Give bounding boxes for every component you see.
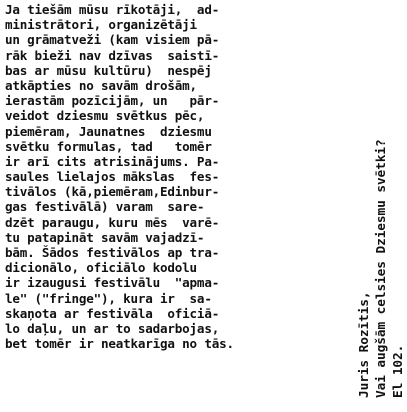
article-line: lo daļu, un ar to sadarbojas, <box>5 320 220 336</box>
article-line: ir izaugusi festivālu "apma- <box>5 275 220 291</box>
article-line: ministrātori, organizētāji <box>5 17 197 33</box>
article-line: svētku formulas, tad tomēr <box>5 138 212 154</box>
article-line: bām. Šādos festivālos ap tra- <box>5 245 220 260</box>
article-line: veidot dziesmu svētkus pēc, <box>5 108 205 124</box>
article-line: atkāpties no savām drošām, <box>5 77 197 93</box>
article-line: un grāmatveži (kam visiem pā- <box>5 32 220 48</box>
article-line: skaņota ar festivāla oficiā- <box>5 305 220 321</box>
article-line: bas ar mūsu kultūru) nespēj <box>5 62 212 78</box>
citation-title: Vai augšām celsies Dziesmu svētki? <box>374 139 389 398</box>
article-line: piemēram, Jaunatnes dziesmu <box>5 123 212 139</box>
article-line: rāk bieži nav dzīvas saistī- <box>5 47 220 63</box>
article-line: dicionālo, oficiālo kodolu <box>5 260 197 276</box>
article-line: Ja tiešām mūsu rīkotāji, ad- <box>5 2 220 17</box>
citation-author: Juris Rozītis, <box>357 291 372 398</box>
article-line: ir arī cits atrisinājums. Pa- <box>5 153 220 169</box>
citation-code: El 102. <box>391 344 406 398</box>
article-line: gas festivālā) varam sare- <box>5 199 205 215</box>
article-line: tivālos (kā,piemēram,Edinbur- <box>5 184 220 200</box>
article-line: dzēt paraugu, kuru mēs varē- <box>5 214 220 230</box>
article-line: ierastām pozīcijām, un pār- <box>5 93 220 109</box>
citation-block <box>344 2 406 410</box>
article-line: bet tomēr ir neatkarīga no tās. <box>5 336 234 352</box>
article-line: le" ("fringe"), kura ir sa- <box>5 290 212 306</box>
article-line: saules lielajos mākslas fes- <box>5 169 220 185</box>
article-body <box>5 2 340 351</box>
article-line: tu patapināt savām vajadzī- <box>5 229 205 245</box>
